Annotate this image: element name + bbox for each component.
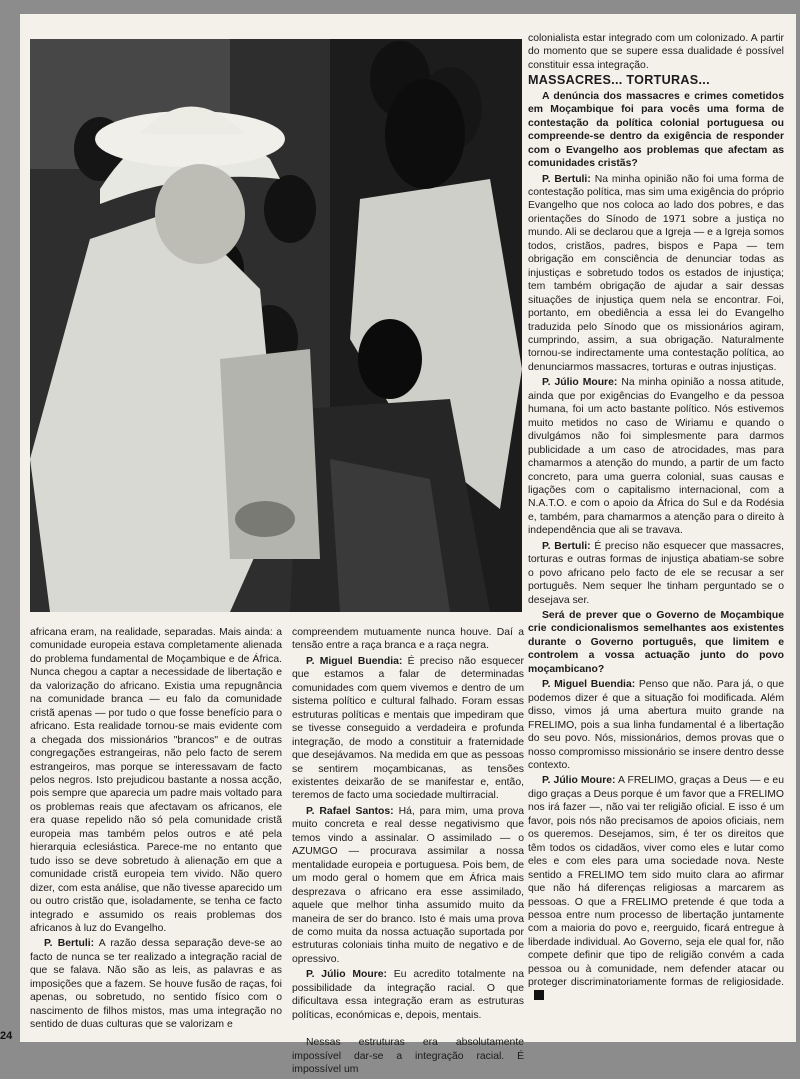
interview-question: A denúncia dos massacres e crimes cometidos em Moçambique foi para vocês uma forma de contestação da política colonial portuguesa ou compreende-se dentro da exigência de responder com o Evangelho aos problemas que afectam as comunidades cristãs? [528, 90, 784, 170]
paragraph-text: É preciso não esquecer que estamos a falar de determinadas comunidades com quem vivemos e dentro de um sistema político e cultural falhado. Foram essas estruturas políticas e mentais que impediram que se tivesse conseguido a verdadeira e profunda integração, de modo a constituir a fraternidade que desejávamos. Na medida em que as pessoas se sentirem moçambicanas, as tensões existentes deixarão de se manifestar e, então, teremos de facto uma sociedade multirracial. [292, 655, 524, 802]
speaker-name: P. Miguel Buendia: [306, 655, 403, 667]
speaker-name: P. Bertuli: [542, 540, 591, 552]
paragraph-text: Penso que não. Para já, o que podemos dizer é que a situação foi modificada. Além disso, vimos já uma abertura muito grande na FRELIMO, pois a sua linha fundamental é a libertação do seu povo. Nós, missionários, demos provas que o nosso compromisso missionário se insere dentro desse contexto. [528, 679, 784, 772]
paragraph [528, 173, 784, 375]
speaker-name: P. Júlio Moure: [542, 377, 618, 389]
paragraph-text: Eu acredito totalmente na possibilidade da integração racial. O que dificultava essa integração eram as estruturas políticas, económicas e, depois, mentais. [292, 969, 524, 1021]
paragraph: colonialista estar integrado com um colonizado. A partir do momento que se supere essa dualidade é possível constituir essa integração. [528, 33, 784, 71]
magazine-page [20, 14, 796, 1076]
speaker-name: P. Júlio Moure: [306, 969, 387, 981]
end-of-article-mark [534, 990, 544, 1000]
paragraph: africana eram, na realidade, separadas. Mais ainda: a comunidade europeia estava completamente alienada do problema fundamental de Moçambique e de África. Nunca chegou a captar a necessidade de libertação e da valorização do africano. Existia uma repugnância na comunidade branca — eu falo da comunidade cristã apenas — por tudo o que fosse benefício para o africano. Esta realidade tornou-se mais evidente com a chegada dos missionários "brancos" e de outras congregações estrangeiras, não pelo facto de serem estrangeiros, mas porque se interessavam de facto pelos negros. Isto prejudicou bastante a nossa acção, pois sempre que aparecia um padre mais voltado para os problemas reais que afectavam os africanos, ele era quase repelido não só pela comunidade cristã europeia mas também pelos outros e até pela hierarquia eclesiástica. Parece-me no entanto que tudo isso se deve sobretudo à alienação em que a comunidade cristã europeia tem vivido. Não quero dizer, com esta análise, que não tivesse aparecido um ou outro cristão que, isoladamente, se tenha ce facto integrado e assumido os reais problemas dos africanos à luz do Evangelho. [30, 627, 282, 934]
paragraph-text: É preciso não esquecer que massacres, torturas e outras formas de injustiça abatiam-se sobre o povo africano pelo facto de ele se recusar a ser português. Nem sequer lhe tinham perguntado se o desejava ser. [528, 540, 784, 606]
speaker-name: P. Rafael Santos: [306, 805, 394, 817]
paragraph-text: Há, para mim, uma prova muito concreta e real desse negativismo que temos vindo a assinalar. O assimilado — o AZUMGO — procurava assimilar a nossa mentalidade europeia e portuguesa. Pois bem, de um modo geral o homem que em África mais desprezava o africano era esse assimilado, aquele que melhor tinha assumido muito da maneira de ser do branco. Isto é mais uma prova de como muita da nossa actuação suportada por estruturas coloniais tinha muito de negativo e de opressivo. [292, 805, 524, 965]
paragraph [528, 540, 784, 607]
article-photo [30, 39, 522, 612]
interview-question: Será de prever que o Governo de Moçambique crie condicionalismos semelhantes aos existentes durante o Governo português, que limitem e controlem a vossa actuação junto do povo moçambicano? [528, 610, 784, 675]
speaker-name: P. Miguel Buendia: [542, 679, 636, 691]
paragraph: compreendem mutuamente nunca houve. Daí a tensão entre a raça branca e a raça negra. [292, 627, 524, 652]
speaker-name: P. Júlio Moure: [542, 775, 616, 787]
photo-illustration [30, 39, 522, 612]
page-number: 24 [0, 1030, 13, 1042]
paragraph [292, 655, 524, 803]
article-column-2 [292, 626, 524, 1079]
article-column-3 [528, 32, 784, 1005]
paragraph [30, 937, 282, 1031]
speaker-name: P. Bertuli: [44, 938, 95, 950]
paragraph-text: Na minha opinião não foi uma forma de contestação política, mas sim uma exigência do próprio Evangelho que nos coloca ao lado dos pobres, e das orientações do Sínodo de 1971 sobre a justiça no mundo. Ali se declarou que a Igreja — e a Igreja somos todos, cristãos, padres, bispos e Papa — tem obrigação em consciência de denunciar todas as injustiças e sobretudo todos os estados de injustiça; tem também obrigação de ajudar a sair dessas situações de injustiça quem nela se encontrar. Foi, portanto, em obediência a essa lei do Evangelho traduzida pelo Sínodo que os missionários agiram, cumprindo, assim, a sua obrigação. Naturalmente tornou-se indirectamente uma contestação política, ao denunciarmos massacres, torturas e outras injustiças. [528, 173, 784, 373]
paragraph [292, 805, 524, 966]
paragraph-text: Na minha opinião a nossa atitude, ainda que por exigências do Evangelho e da pessoa humana, foi um acto bastante político. Nós estivemos muito metidos no caso de Wiriamu e quando o divulgámos não foi simplesmente para darmos publicidade a um caso de atrocidades, mas para chamarmos a atenção do mundo, a partir de um facto concreto, para uma guerra colonial, suas causas e ligações com o capitalismo internacional, com a N.A.T.O. e com o apoio da África do Sul e da Rodésia e, também, para chamarmos a atenção para o direito à independência que ali se travava. [528, 377, 784, 537]
paragraph: Nessas estruturas era absolutamente impossível dar-se a integração racial. É impossível um [292, 1037, 524, 1076]
section-title: MASSACRES... TORTURAS... [528, 73, 710, 88]
article-column-1 [30, 626, 282, 1034]
paragraph-text: A razão dessa separação deve-se ao facto de nunca se ter realizado a integração racial de que se falava. Não são as leis, as palavras e as imposições que a fazem. Se houve fusão de raças, foi apenas, ou sobretudo, no sentido físico com o nascimento de filhos mistos, mas uma integração no sentido de duas culturas que se valorizam e [30, 938, 282, 1031]
paragraph [528, 774, 784, 1003]
speaker-name: P. Bertuli: [542, 173, 591, 185]
paragraph [292, 968, 524, 1022]
paragraph [528, 376, 784, 537]
paragraph [528, 678, 784, 772]
paragraph-text: A FRELIMO, graças a Deus — e eu digo graças a Deus porque é um favor que a FRELIMO nos irá fazer —, não vai ter religião oficial. E isso é um favor, pois nós não precisamos de apoios oficiais, nem os queremos. Desejamos, sim, é ter os direitos que têm todos os cidadãos, viver como eles e lutar como eles e com eles para uma sociedade nova. Neste sentido a FRELIMO tem sido muito clara ao afirmar que não há diferenças religiosas a marcarem as pessoas. O que a FRELIMO pretende é que toda a pessoa entre num processo de libertação juntamente com a maioria do povo e, reerguido, ficará entregue à liberdade individual. Ao Governo, seja ele qual for, não compete definir que tipo de religião convém a cada pessoa ou à comunidade, nem defender atacar ou proteger discriminatoriamente formas de religiosidade. [528, 775, 784, 989]
